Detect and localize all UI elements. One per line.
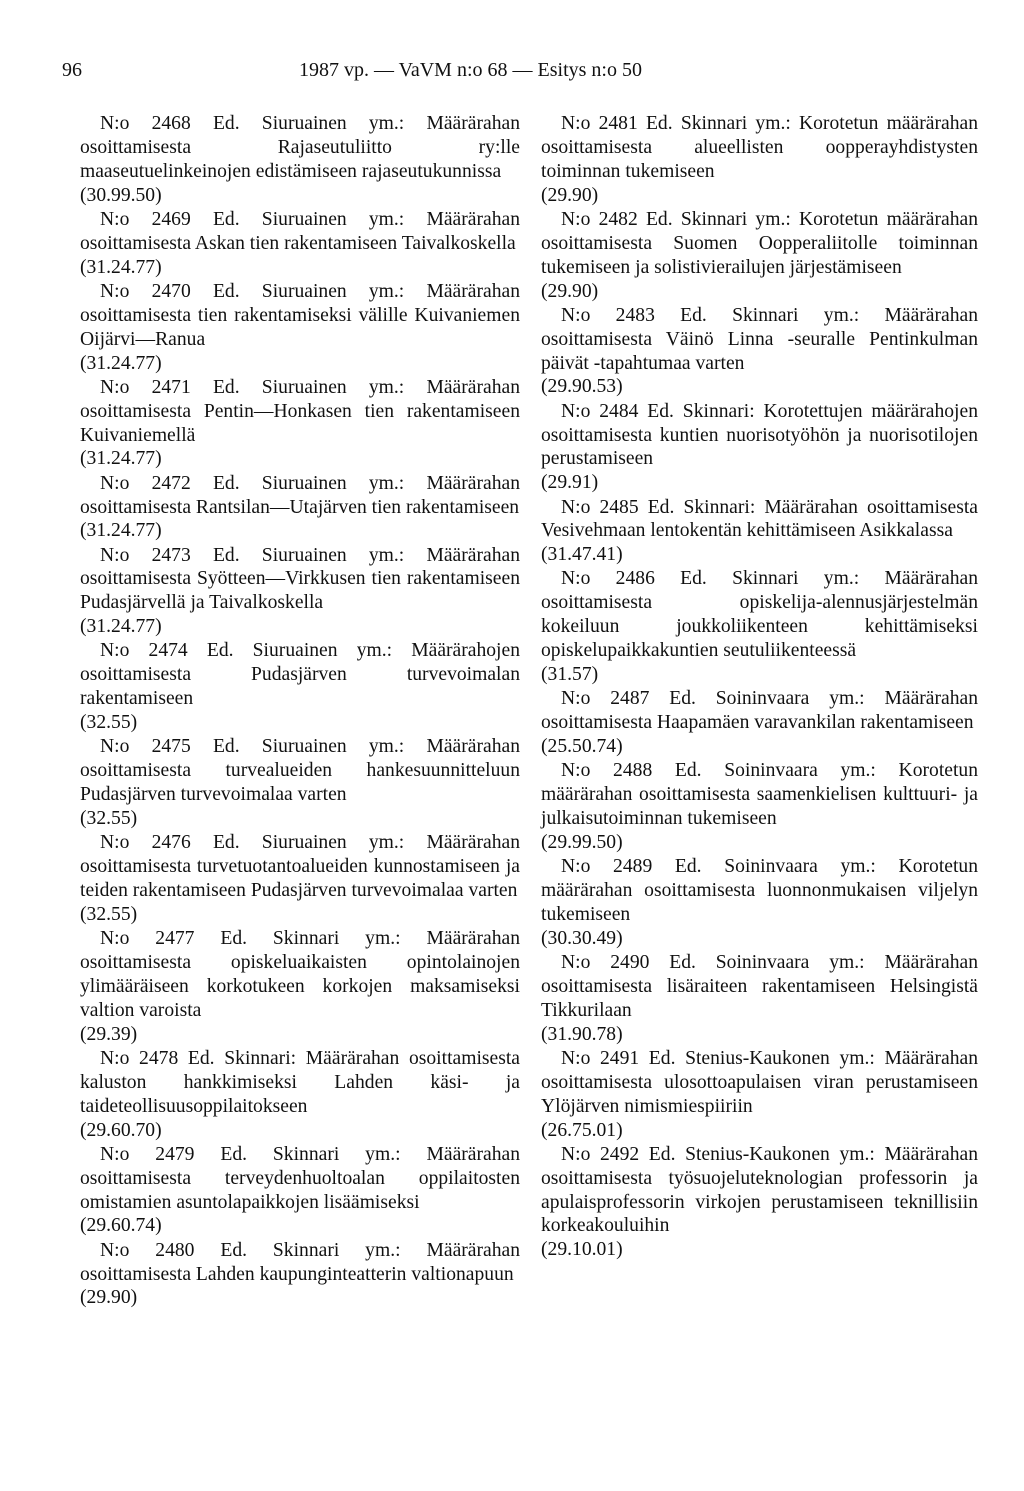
budget-code: (29.91) [541,472,599,494]
budget-code: (30.30.49) [541,927,623,949]
entry-text: N:o 2472 Ed. Siuruainen ym.: Määrärahan osoittamisesta Rantsilan—Utajärven tien rakentamiseen [80,472,520,518]
entry-text: N:o 2487 Ed. Soininvaara ym.: Määrärahan osoittamisesta Haapamäen varavankilan rakentamiseen [541,688,978,734]
list-item [80,735,520,831]
list-item [80,208,520,280]
budget-code: (25.50.74) [541,736,623,758]
list-item [80,1143,520,1239]
list-item [541,759,978,855]
page-number: 96 [62,59,82,81]
list-item [541,567,978,687]
budget-code: (32.55) [80,712,138,734]
budget-code: (31.24.77) [80,448,162,470]
entry-text: N:o 2486 Ed. Skinnari ym.: Määrärahan osoittamisesta opiskelija-alennusjärjestelmän kokeiluun joukkoliikenteen kehittämiseksi opiskelupaikkakuntien seutuliikenteessä [541,568,978,662]
entry-text: N:o 2477 Ed. Skinnari ym.: Määrärahan osoittamisesta opiskeluaikaisten opintolainojen ylimääräiseen korkotukeen korkojen maksamiseksi valtion varoista [80,928,520,1021]
list-item [541,208,978,304]
list-item [541,112,978,208]
budget-code: (31.57) [541,664,599,686]
budget-code: (29.60.70) [80,1119,162,1141]
budget-code: (29.90.53) [541,376,623,398]
list-item [541,304,978,400]
budget-code: (29.99.50) [541,831,623,853]
budget-code: (31.24.77) [80,352,162,374]
list-item [80,1239,520,1311]
budget-code: (31.24.77) [80,520,162,542]
entry-text: N:o 2491 Ed. Stenius-Kaukonen ym.: Määrärahan osoittamisesta ulosottoapulaisen viran perustamiseen Ylöjärven nimismiespiiriin [541,1047,978,1117]
entry-text: N:o 2480 Ed. Skinnari ym.: Määrärahan osoittamisesta Lahden kaupunginteatterin valtionapuun [80,1239,520,1285]
list-item [80,280,520,376]
list-item [541,496,978,568]
budget-code: (29.39) [80,1023,138,1045]
entry-text: N:o 2475 Ed. Siuruainen ym.: Määrärahan osoittamisesta turvealueiden hankesuunnitteluun Pudasjärven turvevoimalaa varten [80,736,520,806]
budget-code: (30.99.50) [80,184,162,206]
right-column [541,112,978,1263]
list-item [80,544,520,640]
entry-text: N:o 2488 Ed. Soininvaara ym.: Korotetun määrärahan osoittamisesta saamenkielisen kulttuuri- ja julkaisutoiminnan tukemiseen [541,760,978,830]
list-item [80,639,520,735]
list-item [80,472,520,544]
entry-text: N:o 2492 Ed. Stenius-Kaukonen ym.: Määrärahan osoittamisesta työsuojeluteknologian professorin ja apulaisprofessorin virkojen perustamiseen teknillisiin korkeakouluihin [541,1143,978,1237]
entry-text: N:o 2473 Ed. Siuruainen ym.: Määrärahan osoittamisesta Syötteen—Virkkusen tien rakentamiseen Pudasjärvellä ja Taivalkoskella [80,544,520,614]
budget-code: (32.55) [80,903,138,925]
entry-text: N:o 2485 Ed. Skinnari: Määrärahan osoittamisesta Vesivehmaan lentokentän kehittämiseen Asikkalassa [541,496,978,542]
entry-text: N:o 2483 Ed. Skinnari ym.: Määrärahan osoittamisesta Väinö Linna -seuralle Pentinkulman päivät -tapahtumaa varten [541,304,978,374]
budget-code: (31.47.41) [541,544,623,566]
list-item [80,376,520,472]
entry-text: N:o 2489 Ed. Soininvaara ym.: Korotetun määrärahan osoittamisesta luonnonmukaisen viljelyn tukemiseen [541,856,978,925]
list-item [80,112,520,208]
list-item [541,687,978,759]
budget-code: (29.10.01) [541,1239,623,1261]
running-title: 1987 vp. — VaVM n:o 68 — Esitys n:o 50 [299,59,642,81]
budget-code: (31.24.77) [80,616,162,638]
entry-text: N:o 2481 Ed. Skinnari ym.: Korotetun määrärahan osoittamisesta alueellisten oopperayhdistysten toiminnan tukemiseen [541,113,978,182]
list-item [541,1047,978,1143]
entry-text: N:o 2468 Ed. Siuruainen ym.: Määrärahan osoittamisesta Rajaseutuliitto ry:lle maaseutuelinkeinojen edistämiseen rajaseutukunnissa [80,113,520,182]
entry-text: N:o 2479 Ed. Skinnari ym.: Määrärahan osoittamisesta terveydenhuoltoalan oppilaitosten omistamien asuntolapaikkojen lisäämiseksi [80,1143,520,1213]
budget-code: (31.24.77) [80,256,162,278]
list-item [80,927,520,1047]
entry-text: N:o 2476 Ed. Siuruainen ym.: Määrärahan osoittamisesta turvetuotantoalueiden kunnostamiseen ja teiden rakentamiseen Pudasjärven turvevoimalaa varten [80,832,520,901]
list-item [541,1143,978,1263]
budget-code: (29.90) [80,1287,138,1309]
list-item [541,400,978,496]
list-item [541,951,978,1047]
entry-text: N:o 2482 Ed. Skinnari ym.: Korotetun määrärahan osoittamisesta Suomen Oopperaliitolle toiminnan tukemiseen ja solistivierailujen järjestämiseen [541,208,978,278]
budget-code: (26.75.01) [541,1119,623,1141]
budget-code: (29.90) [541,280,599,302]
entry-text: N:o 2484 Ed. Skinnari: Korotettujen määrärahojen osoittamisesta kuntien nuorisotyöhön ja nuorisotilojen perustamiseen [541,400,978,470]
entry-text: N:o 2471 Ed. Siuruainen ym.: Määrärahan osoittamisesta Pentin—Honkasen tien rakentamiseen Kuivaniemellä [80,376,520,446]
budget-code: (29.90) [541,184,599,206]
entry-text: N:o 2474 Ed. Siuruainen ym.: Määrärahojen osoittamisesta Pudasjärven turvevoimalan rakentamiseen [80,640,520,710]
list-item [541,855,978,951]
entry-text: N:o 2470 Ed. Siuruainen ym.: Määrärahan osoittamisesta tien rakentamiseksi välille Kuivaniemen Oijärvi—Ranua [80,280,520,350]
budget-code: (32.55) [80,808,138,830]
list-item [80,1047,520,1143]
entry-text: N:o 2469 Ed. Siuruainen ym.: Määrärahan osoittamisesta Askan tien rakentamiseen Taivalkoskella [80,208,520,254]
budget-code: (29.60.74) [80,1215,162,1237]
entry-text: N:o 2478 Ed. Skinnari: Määrärahan osoittamisesta kaluston hankkimiseksi Lahden käsi- ja taideteollisuusoppilaitokseen [80,1047,520,1117]
list-item [80,831,520,927]
budget-code: (31.90.78) [541,1023,623,1045]
left-column [80,112,520,1311]
entry-text: N:o 2490 Ed. Soininvaara ym.: Määrärahan osoittamisesta lisäraiteen rakentamiseen Helsingistä Tikkurilaan [541,951,978,1021]
